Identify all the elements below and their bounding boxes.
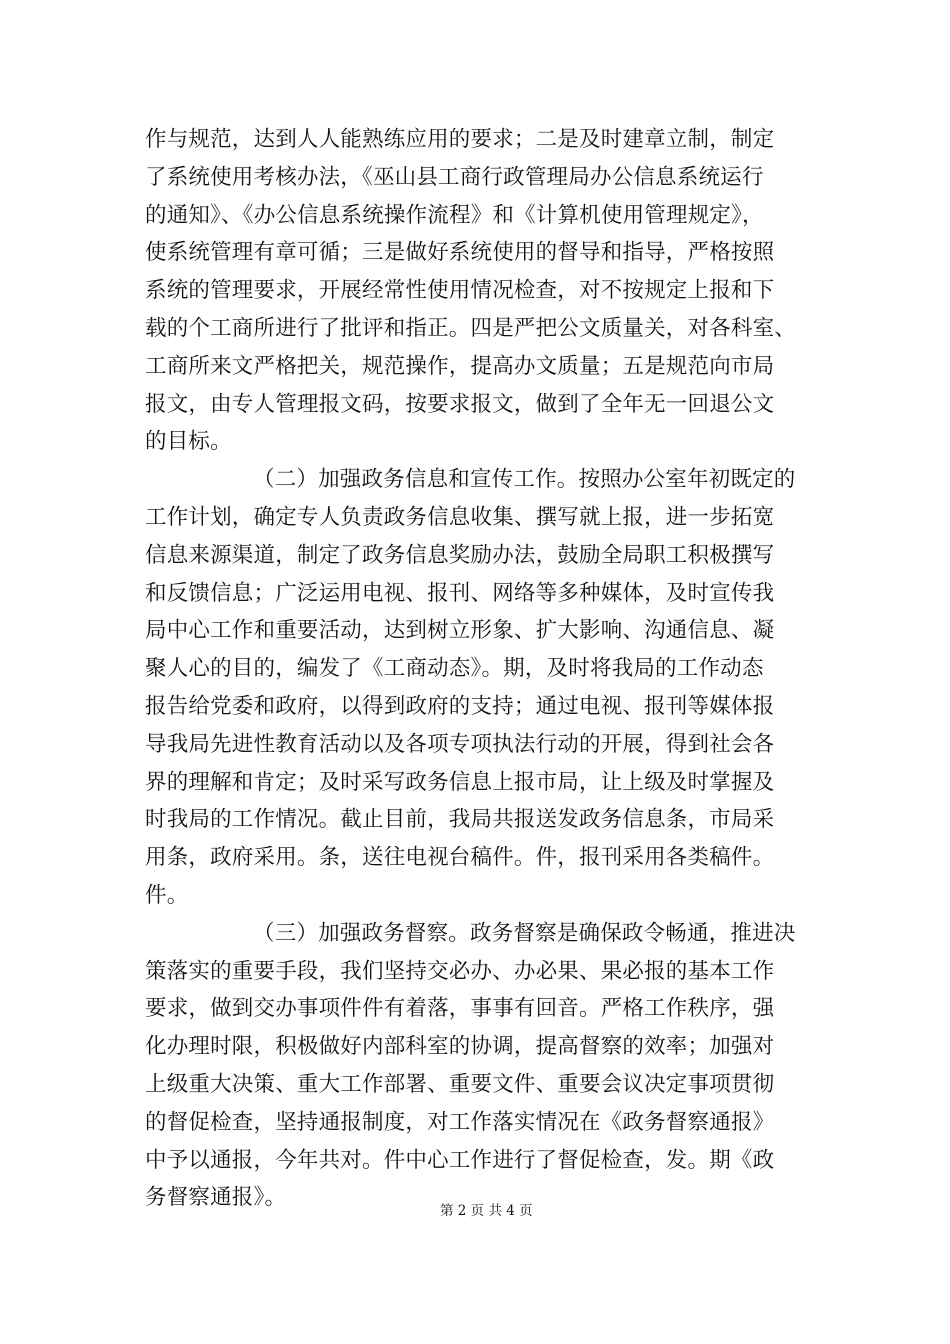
page-number-footer: 第 2 页 共 4 页 <box>440 1203 533 1219</box>
text-line: 用条，政府采用。条，送往电视台稿件。件，报刊采用各类稿件。 <box>145 845 775 871</box>
section-heading-line: （二）加强政务信息和宣传工作。按照办公室年初既定的 <box>253 467 796 493</box>
text-line: 聚人心的目的，编发了《工商动态》。期，及时将我局的工作动态 <box>145 656 764 682</box>
text-line: 报文，由专人管理报文码，按要求报文，做到了全年无一回退公文 <box>145 391 775 417</box>
text-line: 和反馈信息；广泛运用电视、报刊、网络等多种媒体，及时宣传我 <box>145 580 775 606</box>
text-line: 务督察通报》。 <box>145 1185 287 1211</box>
text-line: 策落实的重要手段，我们坚持交必办、办必果、果必报的基本工作 <box>145 958 775 984</box>
text-line: 的目标。 <box>145 429 232 455</box>
text-line: 工商所来文严格把关，规范操作，提高办文质量；五是规范向市局 <box>145 353 775 379</box>
text-line: 载的个工商所进行了批评和指正。四是严把公文质量关，对各科室、 <box>145 315 797 341</box>
text-line: 中予以通报，今年共对。件中心工作进行了督促检查，发。期《政 <box>145 1147 775 1173</box>
text-line: 要求，做到交办事项件件有着落，事事有回音。严格工作秩序，强 <box>145 996 775 1022</box>
text-line: 了系统使用考核办法，《巫山县工商行政管理局办公信息系统运行 <box>145 164 764 190</box>
text-line: 时我局的工作情况。截止目前，我局共报送发政务信息条，市局采 <box>145 807 775 833</box>
text-line: 信息来源渠道，制定了政务信息奖励办法，鼓励全局职工积极撰写 <box>145 542 775 568</box>
text-line: 局中心工作和重要活动，达到树立形象、扩大影响、沟通信息、凝 <box>145 618 775 644</box>
text-line: 导我局先进性教育活动以及各项专项执法行动的开展，得到社会各 <box>145 731 775 757</box>
text-line: 的通知》、《办公信息系统操作流程》和《计算机使用管理规定》， <box>145 202 764 228</box>
text-line: 界的理解和肯定；及时采写政务信息上报市局，让上级及时掌握及 <box>145 769 775 795</box>
body-text <box>145 121 810 1217</box>
text-line: 系统的管理要求，开展经常性使用情况检查，对不按规定上报和下 <box>145 278 775 304</box>
text-line: 件。 <box>145 882 189 908</box>
section-heading-line: （三）加强政务督察。政务督察是确保政令畅通，推进决 <box>253 920 796 946</box>
text-line: 工作计划，确定专人负责政务信息收集、撰写就上报，进一步拓宽 <box>145 504 775 530</box>
text-line: 报告给党委和政府，以得到政府的支持；通过电视、报刊等媒体报 <box>145 693 775 719</box>
text-line: 化办理时限，积极做好内部科室的协调，提高督察的效率；加强对 <box>145 1034 775 1060</box>
text-line: 作与规范，达到人人能熟练应用的要求；二是及时建章立制，制定 <box>145 127 775 152</box>
text-line: 上级重大决策、重大工作部署、重要文件、重要会议决定事项贯彻 <box>145 1071 775 1097</box>
text-line: 的督促检查，坚持通报制度，对工作落实情况在《政务督察通报》 <box>145 1109 775 1135</box>
text-line: 使系统管理有章可循；三是做好系统使用的督导和指导，严格按照 <box>145 240 775 266</box>
